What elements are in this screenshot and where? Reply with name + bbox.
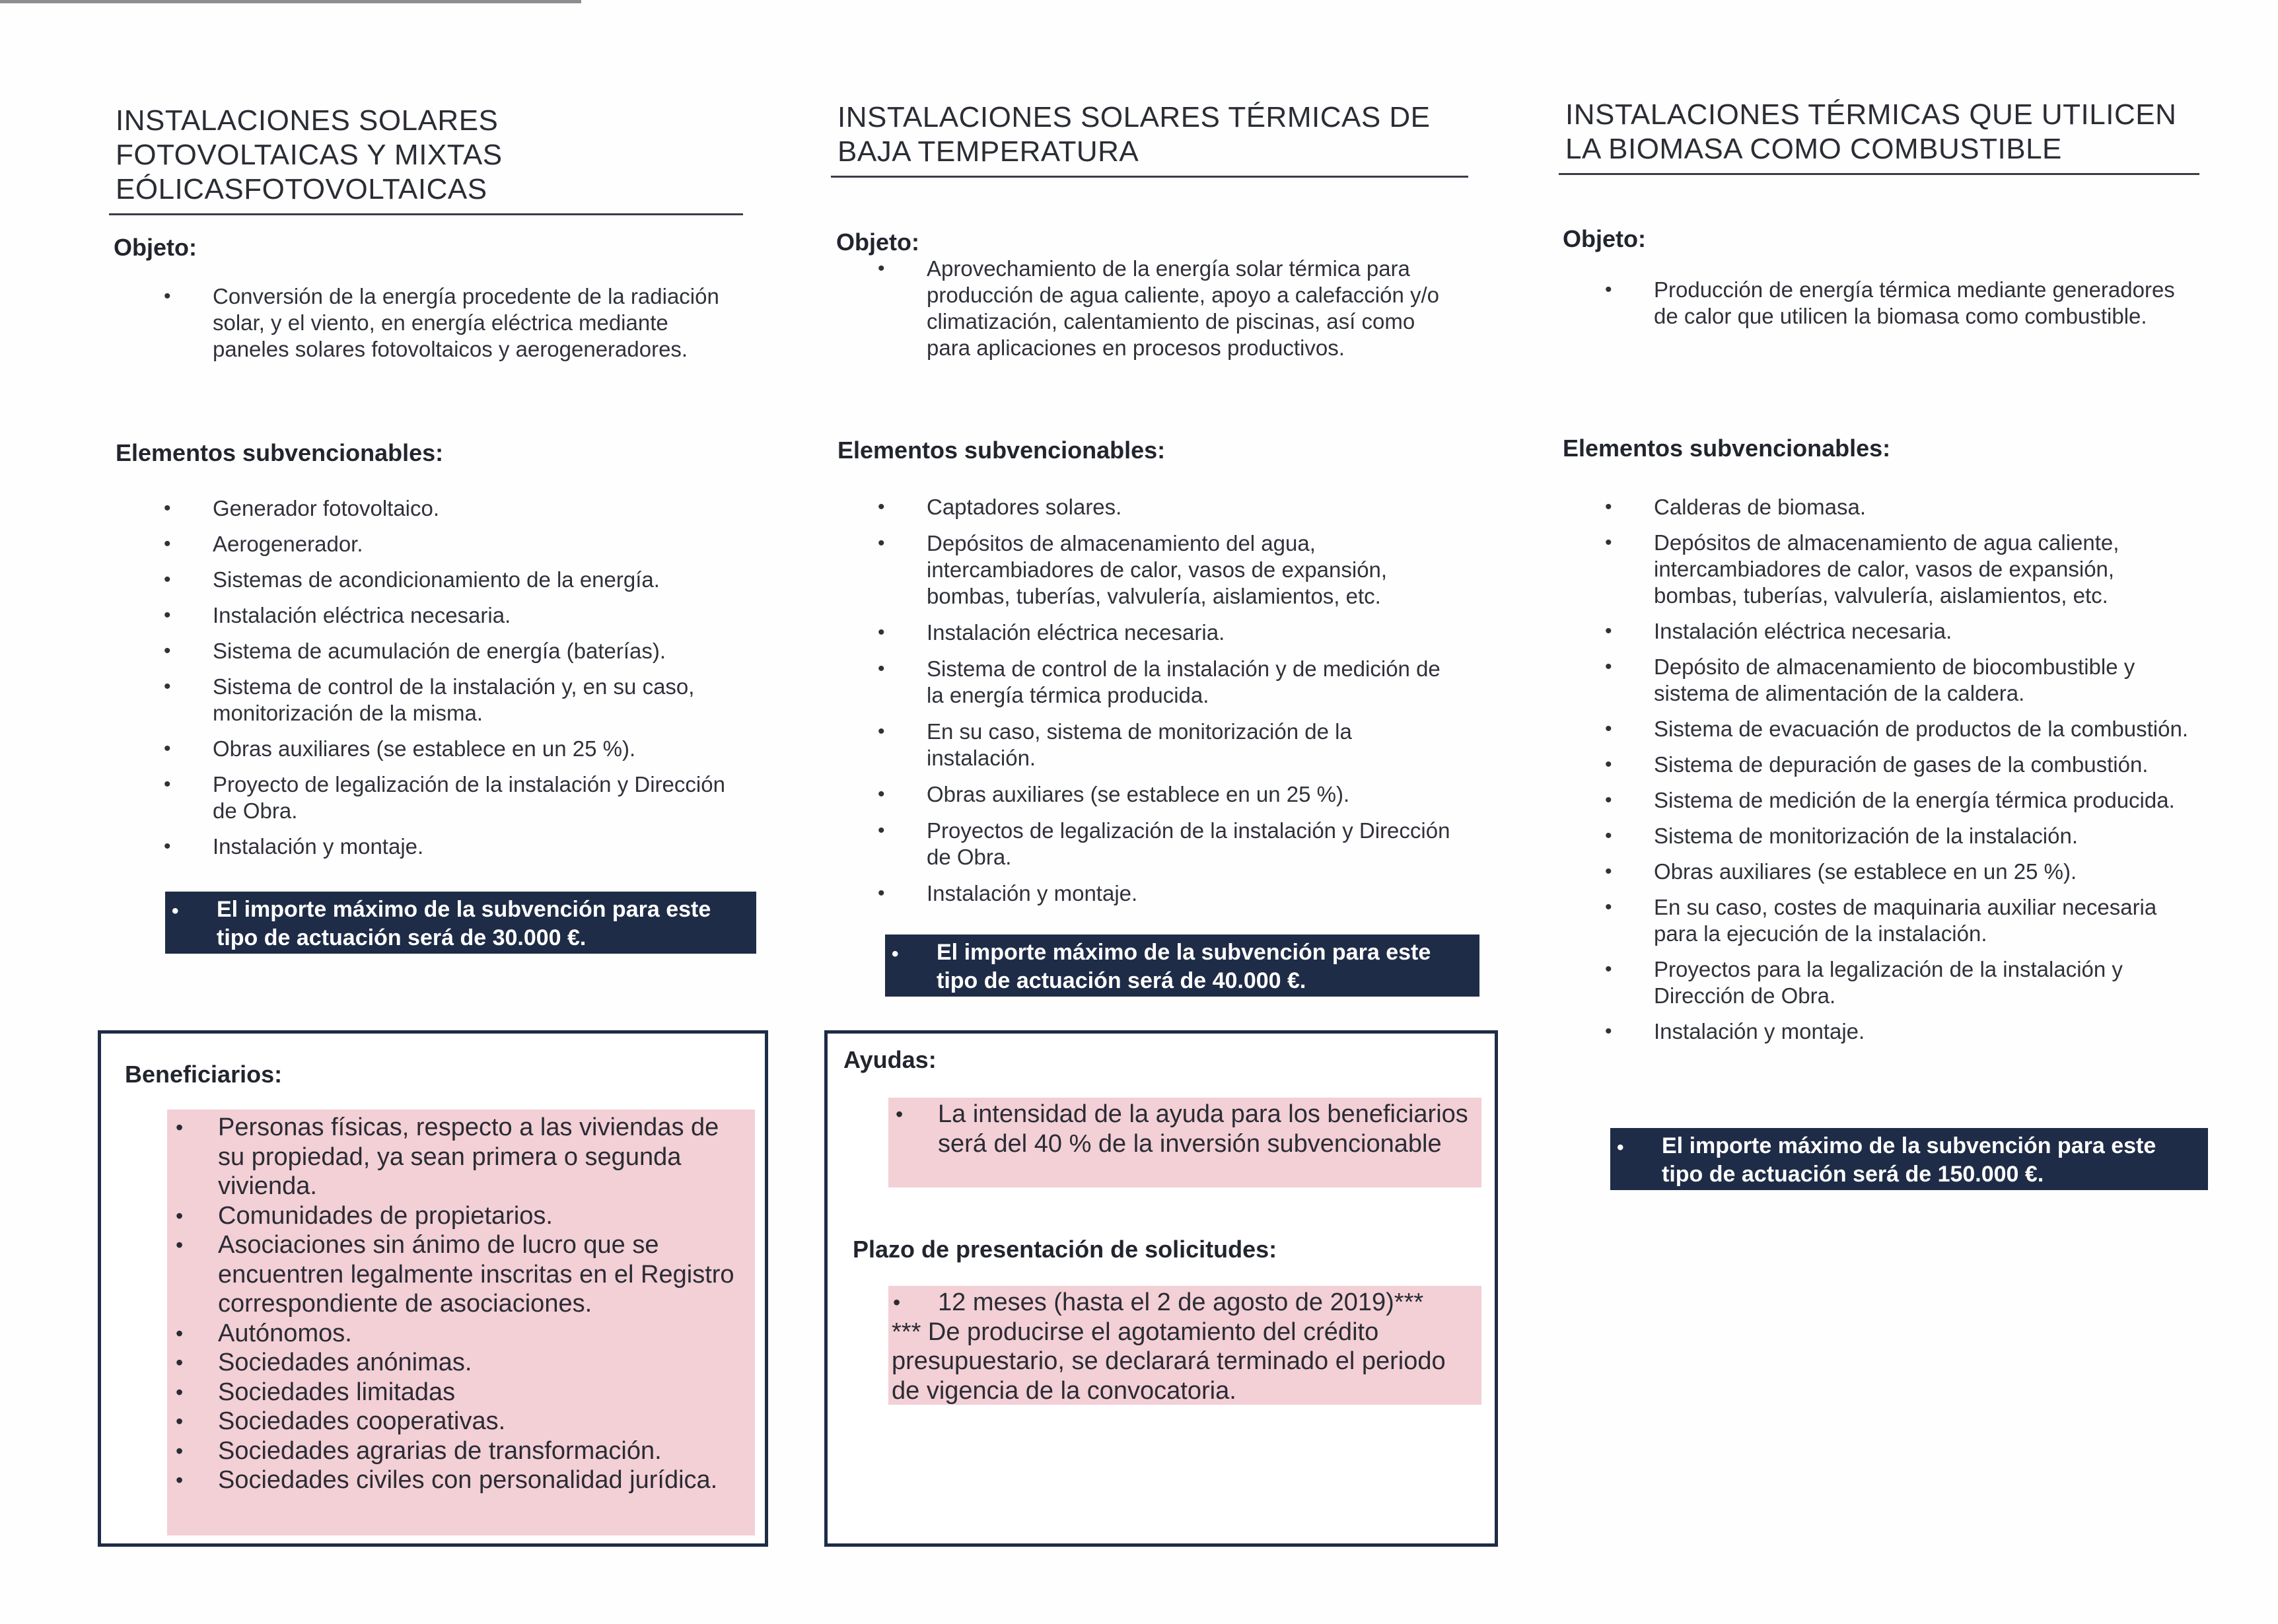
max-amount-box: • El importe máximo de la subvención para este tipo de actuación será de 150.000 €. [1610, 1128, 2208, 1190]
list-item: • Depósitos de almacenamiento del agua, intercambiadores de calor, vasos de expansión, bombas, tuberías, valvulería, aislamientos, etc. [878, 531, 1388, 608]
list-item: • Conversión de la energía procedente de la radiación solar, y el viento, en energía eléctrica mediante paneles solares fotovoltaicos y aerogeneradores. [164, 284, 719, 361]
list-item: • Sistema de evacuación de productos de la combustión. [1605, 717, 2188, 741]
list-item: • Producción de energía térmica mediante generadores de calor que utilicen la biomasa como combustible. [1605, 277, 2175, 328]
list-item: • Instalación y montaje. [878, 881, 1138, 905]
section-title: INSTALACIONES TÉRMICAS QUE UTILICEN LA BIOMASA COMO COMBUSTIBLE [1559, 98, 2199, 175]
list-item: • Personas físicas, respecto a las viviendas de su propiedad, ya sean primera o segunda vivienda. [176, 1113, 719, 1200]
plazo-item: • 12 meses (hasta el 2 de agosto de 2019)*** [893, 1289, 1424, 1316]
max-amount-text: El importe máximo de la subvención para este tipo de actuación será de 30.000 €. [217, 897, 711, 950]
column-termicas-baja [831, 0, 1478, 991]
list-item: • Obras auxiliares (se establece en un 25 %). [164, 736, 636, 761]
objeto-heading: Objeto: [114, 234, 197, 261]
list-item: • Sistemas de acondicionamiento de la energía. [164, 567, 660, 592]
list-item: • Aprovechamiento de la energía solar térmica para producción de agua caliente, apoyo a calefacción y/o climatización, calentamiento de piscinas, así como para aplicaciones en procesos productivos. [878, 256, 1440, 360]
list-item: • Obras auxiliares (se establece en un 25 %). [878, 782, 1350, 806]
beneficiarios-frame [98, 1030, 768, 1547]
plazo-heading: Plazo de presentación de solicitudes: [853, 1236, 1277, 1263]
column-fotovoltaicas [106, 0, 753, 991]
elementos-heading: Elementos subvencionables: [837, 437, 1166, 464]
list-item: • Generador fotovoltaico. [164, 496, 440, 520]
list-item: • Proyectos de legalización de la instalación y Dirección de Obra. [878, 818, 1450, 869]
ayudas-list [890, 1100, 1478, 1158]
elementos-heading: Elementos subvencionables: [1563, 435, 1891, 462]
list-item: • Depósitos de almacenamiento de agua caliente, intercambiadores de calor, vasos de expansión, bombas, tuberías, valvulería, aislamientos, etc. [1605, 530, 2119, 608]
list-item: • Proyecto de legalización de la instalación y Dirección de Obra. [164, 772, 725, 823]
ayudas-frame [824, 1030, 1498, 1547]
list-item: • Sociedades anónimas. [176, 1349, 472, 1376]
max-amount-box: • El importe máximo de la subvención para este tipo de actuación será de 40.000 €. [885, 935, 1479, 997]
objeto-list [1555, 277, 2189, 330]
list-item: • Sistema de depuración de gases de la combustión. [1605, 752, 2149, 777]
max-amount-text: El importe máximo de la subvención para este tipo de actuación será de 150.000 €. [1662, 1133, 2156, 1187]
elementos-list [114, 495, 728, 860]
list-item: • Instalación eléctrica necesaria. [164, 603, 511, 627]
objeto-heading: Objeto: [836, 229, 919, 256]
list-item: • Sistema de monitorización de la instalación. [1605, 824, 2079, 848]
column-biomasa [1559, 0, 2209, 1255]
section-title: INSTALACIONES SOLARES TÉRMICAS DE BAJA TEMPERATURA [831, 100, 1468, 178]
list-item: • Depósito de almacenamiento de biocombustible y sistema de alimentación de la caldera. [1605, 654, 2135, 705]
max-amount-box: • El importe máximo de la subvención para este tipo de actuación será de 30.000 €. [165, 892, 756, 954]
elementos-heading: Elementos subvencionables: [116, 439, 444, 466]
beneficiarios-list [170, 1113, 752, 1495]
list-item: • Instalación eléctrica necesaria. [878, 620, 1225, 645]
list-item: • Asociaciones sin ánimo de lucro que se encuentren legalmente inscritas en el Registro correspondiente de asociaciones. [176, 1231, 734, 1318]
plazo-text [892, 1288, 1479, 1405]
list-item: • Captadores solares. [878, 495, 1122, 519]
list-item: • Sociedades agrarias de transformación. [176, 1436, 662, 1465]
section-title: INSTALACIONES SOLARES FOTOVOLTAICAS Y MIXTAS EÓLICASFOTOVOLTAICAS [109, 104, 743, 215]
list-item: • Sociedades limitadas [176, 1378, 456, 1406]
objeto-list [828, 256, 1462, 361]
list-item: • Sistema de acumulación de energía (baterías). [164, 639, 666, 663]
elementos-list [828, 494, 1462, 907]
list-item: • Sistema de control de la instalación y de medición de la energía térmica producida. [878, 656, 1441, 707]
list-item: • En su caso, sistema de monitorización de la instalación. [878, 719, 1352, 770]
max-amount-text: El importe máximo de la subvención para este tipo de actuación será de 40.000 €. [937, 940, 1431, 993]
list-item: • Comunidades de propietarios. [176, 1201, 553, 1230]
beneficiarios-heading: Beneficiarios: [125, 1061, 283, 1088]
list-item: • Calderas de biomasa. [1605, 495, 1867, 519]
list-item: • Instalación eléctrica necesaria. [1605, 619, 1952, 643]
plazo-note: *** De producirse el agotamiento del crédito presupuestario, se declarará terminado el periodo de vigencia de la convocatoria. [892, 1318, 1446, 1405]
list-item: • Proyectos para la legalización de la instalación y Dirección de Obra. [1605, 957, 2123, 1008]
list-item: • La intensidad de la ayuda para los beneficiarios será del 40 % de la inversión subvencionable [896, 1100, 1468, 1158]
objeto-list [114, 283, 728, 363]
list-item: • Sociedades civiles con personalidad jurídica. [176, 1466, 718, 1494]
list-item: • Aerogenerador. [164, 532, 363, 556]
list-item: • Sociedades cooperativas. [176, 1407, 506, 1435]
ayudas-heading: Ayudas: [843, 1046, 937, 1073]
list-item: • Sistema de control de la instalación y, en su caso, monitorización de la misma. [164, 674, 695, 725]
list-item: • Instalación y montaje. [164, 834, 424, 859]
list-item: • Obras auxiliares (se establece en un 25 %). [1605, 859, 2077, 884]
elementos-list [1555, 494, 2195, 1045]
list-item: • Instalación y montaje. [1605, 1019, 1865, 1043]
list-item: • En su caso, costes de maquinaria auxiliar necesaria para la ejecución de la instalación. [1605, 895, 2157, 946]
objeto-heading: Objeto: [1563, 225, 1646, 252]
list-item: • Sistema de medición de la energía térmica producida. [1605, 788, 2175, 812]
list-item: • Autónomos. [176, 1319, 352, 1347]
